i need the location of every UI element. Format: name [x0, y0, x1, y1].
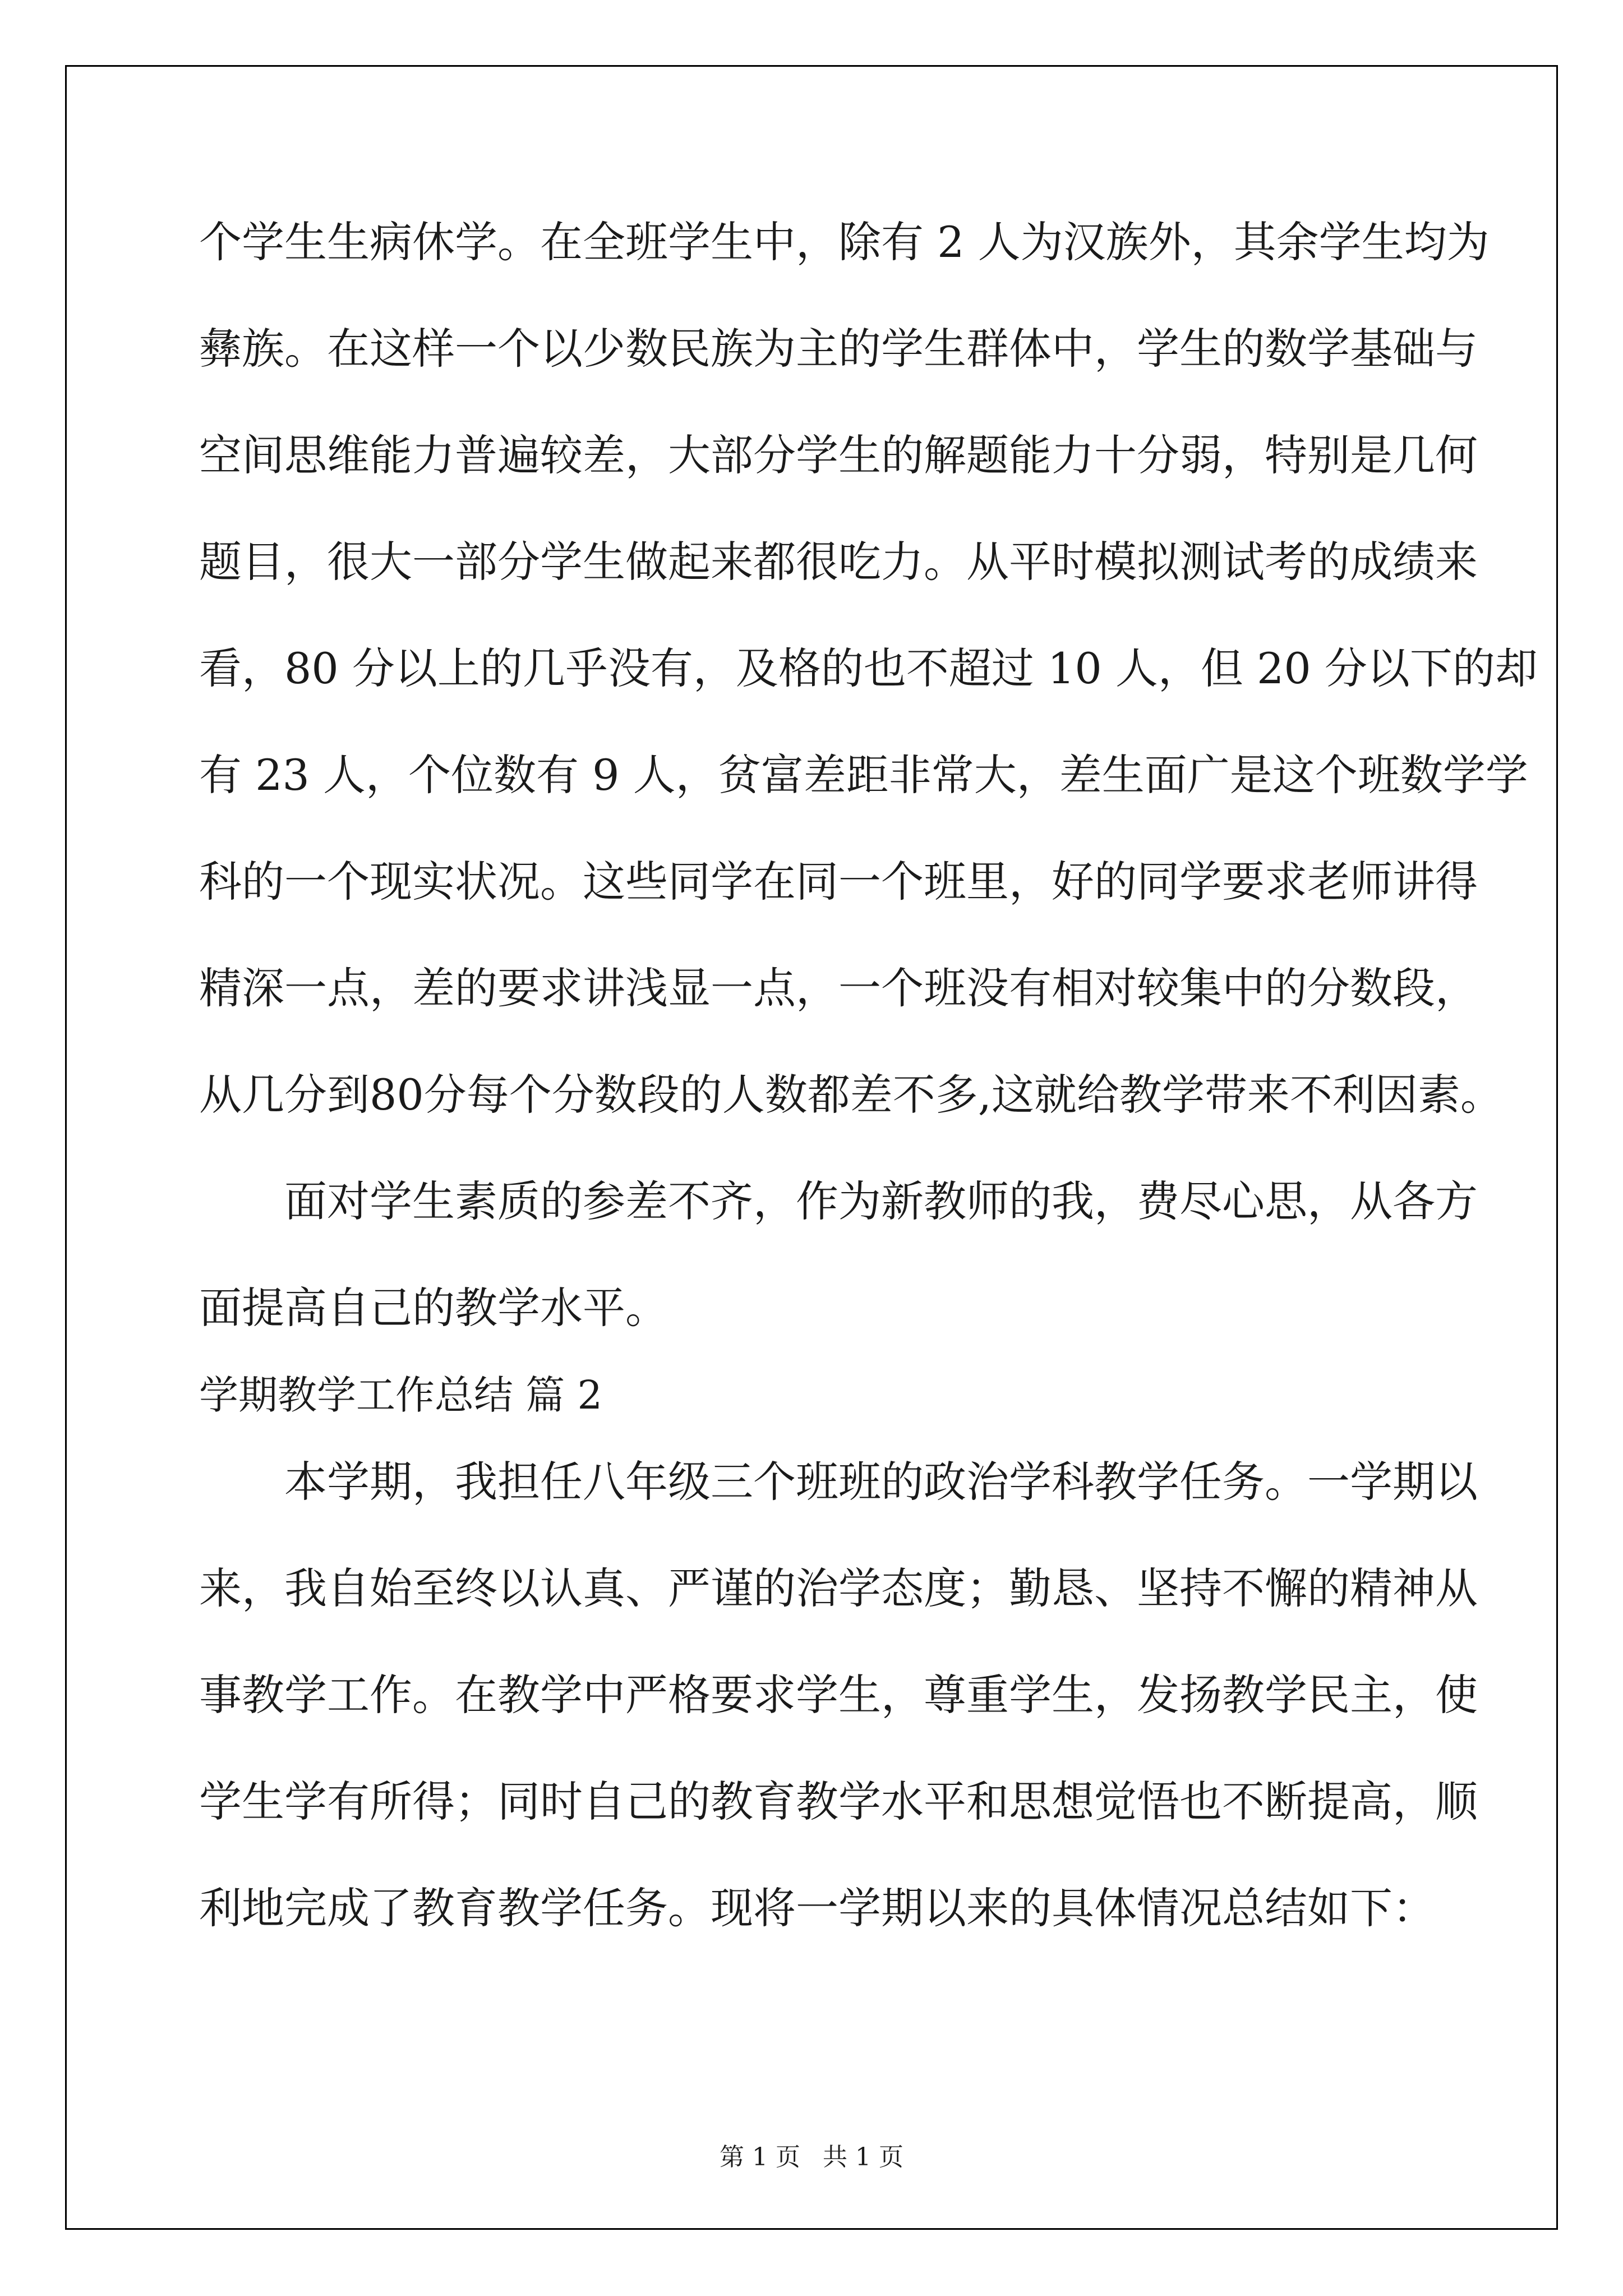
paragraph-line: 本学期，我担任八年级三个班班的政治学科教学任务。一学期以 [284, 1457, 1478, 1507]
paragraph-line: 面对学生素质的参差不齐，作为新教师的我，费尽心思，从各方 [284, 1176, 1478, 1226]
section-heading: 学期教学工作总结 篇 2 [199, 1372, 603, 1418]
paragraph-line: 看，80 分以上的几乎没有，及格的也不超过 10 人，但 20 分以下的却 [199, 643, 1538, 693]
paragraph-line: 来，我自始至终以认真、严谨的治学态度；勤恳、坚持不懈的精神从 [199, 1563, 1478, 1613]
paragraph-line: 事教学工作。在教学中严格要求学生，尊重学生，发扬教学民主，使 [199, 1670, 1478, 1720]
paragraph-line: 利地完成了教育教学任务。现将一学期以来的具体情况总结如下： [199, 1883, 1435, 1933]
paragraph-line: 题目，很大一部分学生做起来都很吃力。从平时模拟测试考的成绩来 [199, 537, 1478, 587]
paragraph-line: 面提高自己的教学水平。 [199, 1283, 668, 1333]
page-number: 第 1 页 [720, 2143, 800, 2171]
paragraph-line: 有 23 人，个位数有 9 人，贫富差距非常大，差生面广是这个班数学学 [199, 750, 1528, 800]
paragraph-line: 彝族。在这样一个以少数民族为主的学生群体中，学生的数学基础与 [199, 324, 1478, 374]
paragraph-line: 空间思维能力普遍较差，大部分学生的解题能力十分弱，特别是几何 [199, 430, 1478, 480]
paragraph-line: 个学生生病休学。在全班学生中，除有 2 人为汉族外，其余学生均为 [199, 217, 1490, 267]
paragraph-line: 科的一个现实状况。这些同学在同一个班里，好的同学要求老师讲得 [199, 857, 1478, 907]
page-footer [0, 2141, 1623, 2174]
paragraph-line: 精深一点，差的要求讲浅显一点，一个班没有相对较集中的分数段， [199, 963, 1478, 1013]
paragraph-line: 学生学有所得；同时自己的教育教学水平和思想觉悟也不断提高，顺 [199, 1777, 1478, 1826]
page-total: 共 1 页 [823, 2143, 903, 2171]
paragraph-line: 从几分到80分每个分数段的人数都差不多,这就给教学带来不利因素。 [199, 1070, 1503, 1120]
